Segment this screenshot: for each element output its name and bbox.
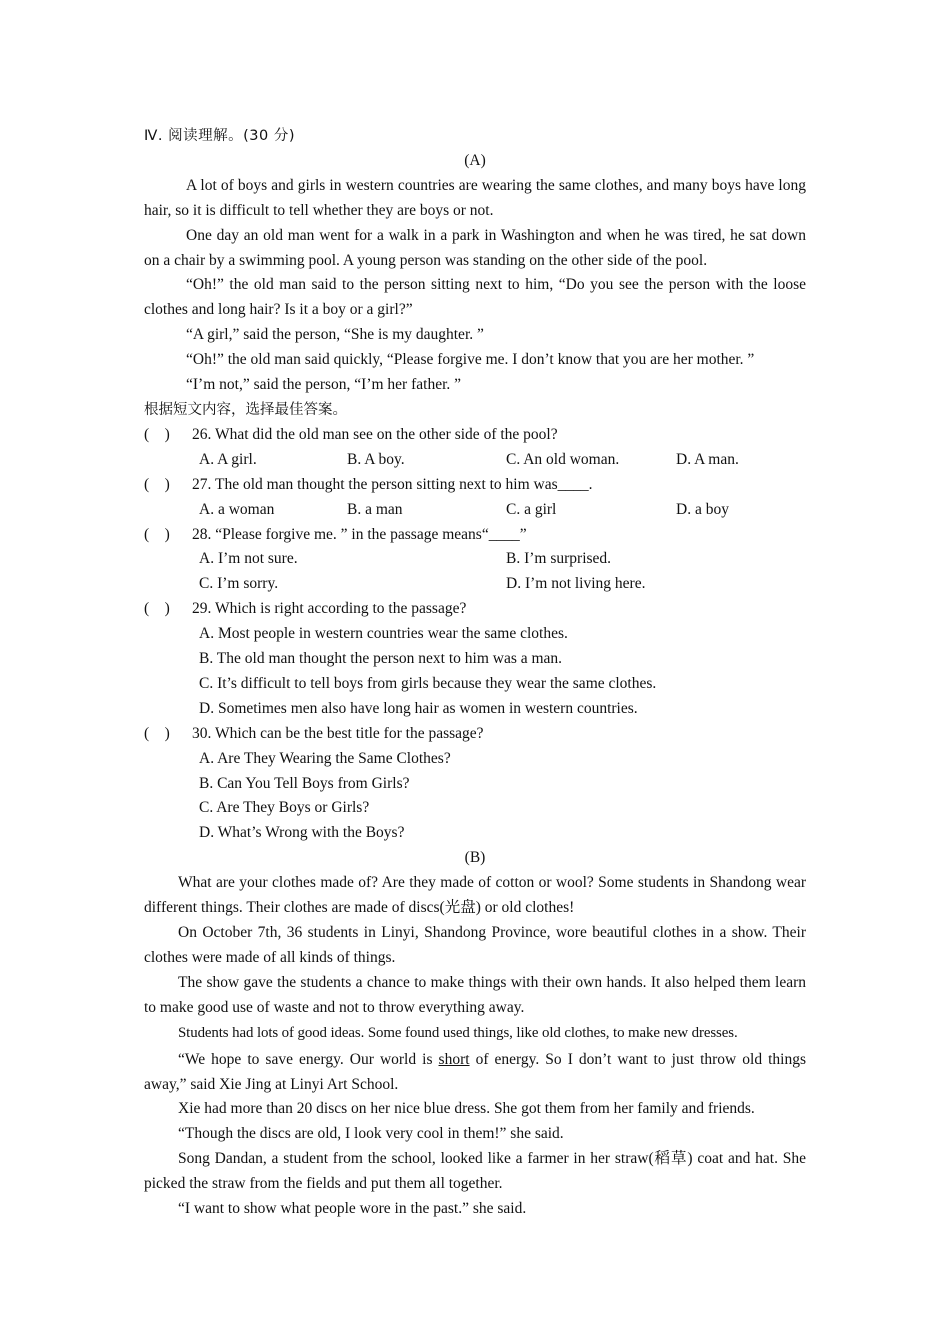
question-28-options-row-2	[144, 572, 806, 597]
question-stem: 28. “Please forgive me. ” in the passage means“____”	[192, 525, 527, 543]
option-b: B. A boy.	[347, 450, 405, 468]
passage-a-paragraph: A lot of boys and girls in western countries are wearing the same clothes, and many boys have long hair, so it is difficult to tell whether they are boys or not.	[144, 176, 806, 219]
question-stem: 26. What did the old man see on the other side of the pool?	[192, 425, 558, 443]
page-content	[144, 124, 806, 1222]
question-27	[144, 473, 806, 498]
passage-b-paragraph: On October 7th, 36 students in Linyi, Shandong Province, wore beautiful clothes in a show. Their clothes were made of all kinds of things.	[144, 924, 806, 966]
passage-a-paragraph: “Oh!” the old man said to the person sitting next to him, “Do you see the person with the loose clothes and long hair? Is it a boy or a girl?”	[144, 276, 806, 319]
option-d: D. A man.	[676, 450, 739, 468]
passage-b-paragraph: The show gave the students a chance to make things with their own hands. It also helped them learn to make good use of waste and not to throw everything away.	[144, 973, 806, 1016]
option-a: A. a woman	[199, 500, 275, 518]
option-d: D. a boy	[676, 500, 729, 518]
passage-b-paragraph: “Though the discs are old, I look very cool in them!” she said.	[178, 1125, 564, 1143]
question-stem: 27. The old man thought the person sitting next to him was____.	[192, 475, 593, 493]
question-28	[144, 523, 806, 548]
passage-a-paragraph: “Oh!” the old man said quickly, “Please forgive me. I don’t know that you are her mother. ”	[186, 351, 755, 369]
question-29	[144, 597, 806, 622]
passage-b-label: (B)	[464, 849, 486, 867]
section-title: Ⅳ. 阅读理解。(30 分)	[144, 128, 295, 144]
passage-b-paragraph	[144, 1048, 806, 1098]
option-c: C. An old woman.	[506, 450, 620, 468]
instruction: 根据短文内容，选择最佳答案。	[144, 401, 347, 418]
question-27-options	[144, 498, 806, 523]
passage-b-paragraph: “I want to show what people wore in the past.” she said.	[178, 1200, 527, 1218]
answer-blank[interactable]: ( )	[144, 600, 170, 618]
passage-a-paragraph: One day an old man went for a walk in a park in Washington and when he was tired, he sat down on a chair by a swimming pool. A young person was standing on the other side of the pool.	[144, 226, 806, 269]
answer-blank[interactable]: ( )	[144, 475, 170, 493]
option-a: A. Are They Wearing the Same Clothes?	[199, 749, 451, 767]
question-26-options	[144, 448, 806, 473]
passage-a-label: (A)	[464, 151, 486, 169]
answer-blank[interactable]: ( )	[144, 724, 170, 742]
passage-b-paragraph: Song Dandan, a student from the school, looked like a farmer in her straw(稻草) coat and hat. She picked the straw from the fields and put them all together.	[144, 1150, 806, 1193]
option-a: A. Most people in western countries wear the same clothes.	[199, 625, 568, 643]
question-30	[144, 722, 806, 747]
option-c: C. Are They Boys or Girls?	[199, 799, 370, 817]
option-d: D. I’m not living here.	[506, 575, 646, 593]
passage-a-paragraph: “A girl,” said the person, “She is my daughter. ”	[186, 326, 484, 344]
question-stem: 29. Which is right according to the passage?	[192, 600, 467, 618]
answer-blank[interactable]: ( )	[144, 425, 170, 443]
option-b: B. The old man thought the person next to him was a man.	[199, 650, 563, 668]
option-b: B. a man	[347, 500, 403, 518]
paragraph-text: of energy. So I don’t want to just throw old things away,” said Xie Jing at Linyi Art School.	[144, 1050, 806, 1093]
option-b: B. Can You Tell Boys from Girls?	[199, 774, 410, 792]
passage-a-paragraph: “I’m not,” said the person, “I’m her father. ”	[186, 376, 462, 394]
option-a: A. I’m not sure.	[199, 550, 298, 568]
option-b: B. I’m surprised.	[506, 550, 612, 568]
passage-b-paragraph: What are your clothes made of? Are they made of cotton or wool? Some students in Shandong wear different things. Their clothes are made of discs(光盘) or old clothes!	[144, 874, 806, 917]
passage-b-paragraph: Xie had more than 20 discs on her nice blue dress. She got them from her family and friends.	[178, 1100, 755, 1118]
question-stem: 30. Which can be the best title for the passage?	[192, 724, 484, 742]
option-d: D. Sometimes men also have long hair as women in western countries.	[199, 699, 638, 717]
option-a: A. A girl.	[199, 450, 257, 468]
answer-blank[interactable]: ( )	[144, 525, 170, 543]
question-26	[144, 423, 806, 448]
paragraph-text: “We hope to save energy. Our world is	[178, 1050, 439, 1068]
passage-b-paragraph: Students had lots of good ideas. Some found used things, like old clothes, to make new dresses.	[178, 1024, 738, 1041]
question-28-options-row-1	[144, 547, 806, 572]
option-d: D. What’s Wrong with the Boys?	[199, 824, 405, 842]
underlined-word: short	[438, 1050, 470, 1068]
option-c: C. It’s difficult to tell boys from girls because they wear the same clothes.	[199, 674, 657, 692]
option-c: C. I’m sorry.	[199, 575, 279, 593]
option-c: C. a girl	[506, 500, 557, 518]
